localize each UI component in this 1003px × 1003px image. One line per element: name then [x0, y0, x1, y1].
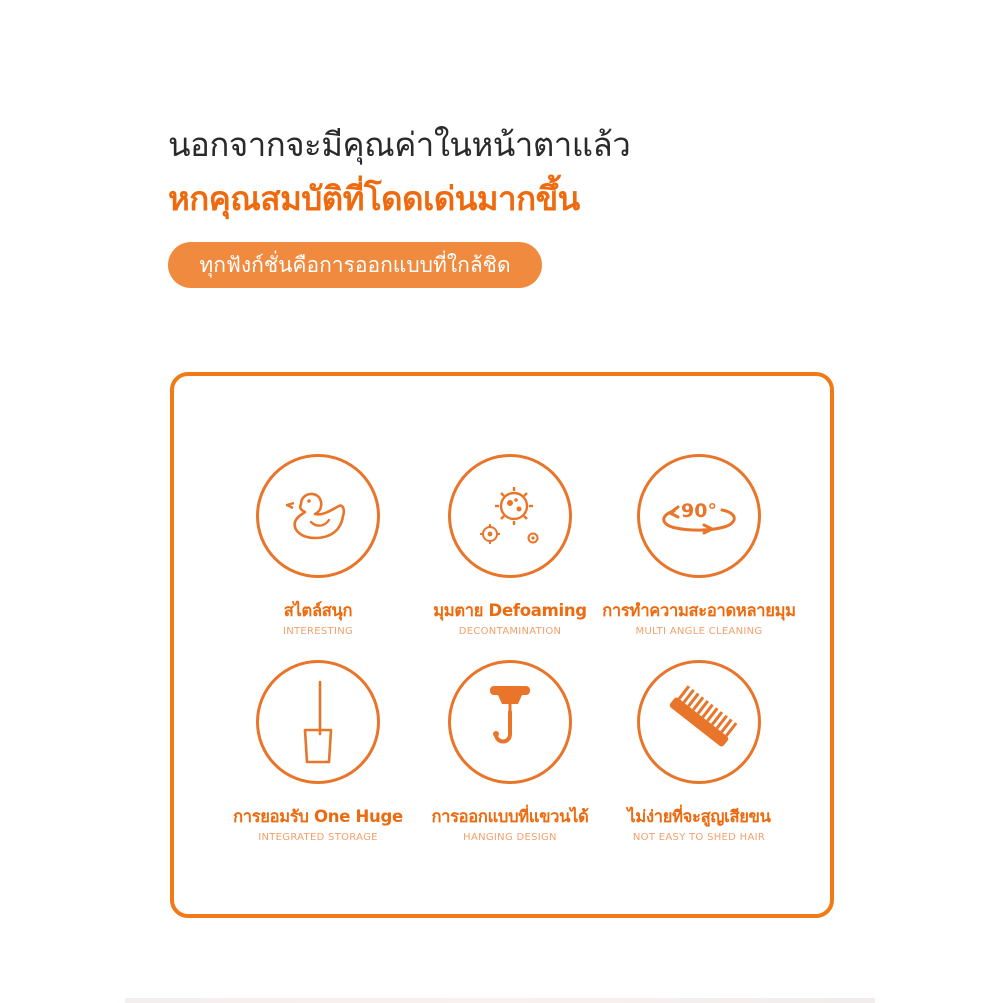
feature-title: ไม่ง่ายที่จะสูญเสียขน: [627, 807, 771, 826]
feature-title: การออกแบบที่แขวนได้: [431, 807, 589, 826]
feature-subtitle: INTEGRATED STORAGE: [258, 832, 378, 843]
feature-title: สไตล์สนุก: [283, 601, 353, 620]
feature-multi-angle: [584, 454, 814, 637]
feature-title: มุมตาย Defoaming: [433, 601, 587, 620]
germs-icon: [448, 454, 572, 578]
feature-subtitle: DECONTAMINATION: [458, 626, 562, 637]
feature-subtitle: INTERESTING: [282, 626, 354, 637]
feature-no-shed: [584, 660, 814, 843]
feature-subtitle: NOT EASY TO SHED HAIR: [632, 832, 766, 843]
feature-subtitle: HANGING DESIGN: [463, 832, 557, 843]
feature-title: การทำความสะอาดหลายมุม: [602, 601, 796, 620]
hook-icon: [448, 660, 572, 784]
toilet-brush-icon: [256, 660, 380, 784]
rotate-90-label: 90°: [681, 500, 717, 522]
feature-subtitle: MULTI ANGLE CLEANING: [635, 626, 763, 637]
duck-icon: [256, 454, 380, 578]
headline-highlight: หกคุณสมบัติที่โดดเด่นมากขึ้น: [168, 179, 580, 218]
rotate-90-icon: [637, 454, 761, 578]
feature-title: การยอมรับ One Huge: [233, 807, 403, 826]
bottom-divider: [125, 998, 875, 1003]
headline-primary: นอกจากจะมีคุณค่าในหน้าตาแล้ว: [168, 125, 631, 164]
features-panel: [170, 372, 834, 918]
brush-head-icon: [637, 660, 761, 784]
tagline-pill: ทุกฟังก์ชั่นคือการออกแบบที่ใกล้ชิด: [168, 242, 542, 288]
